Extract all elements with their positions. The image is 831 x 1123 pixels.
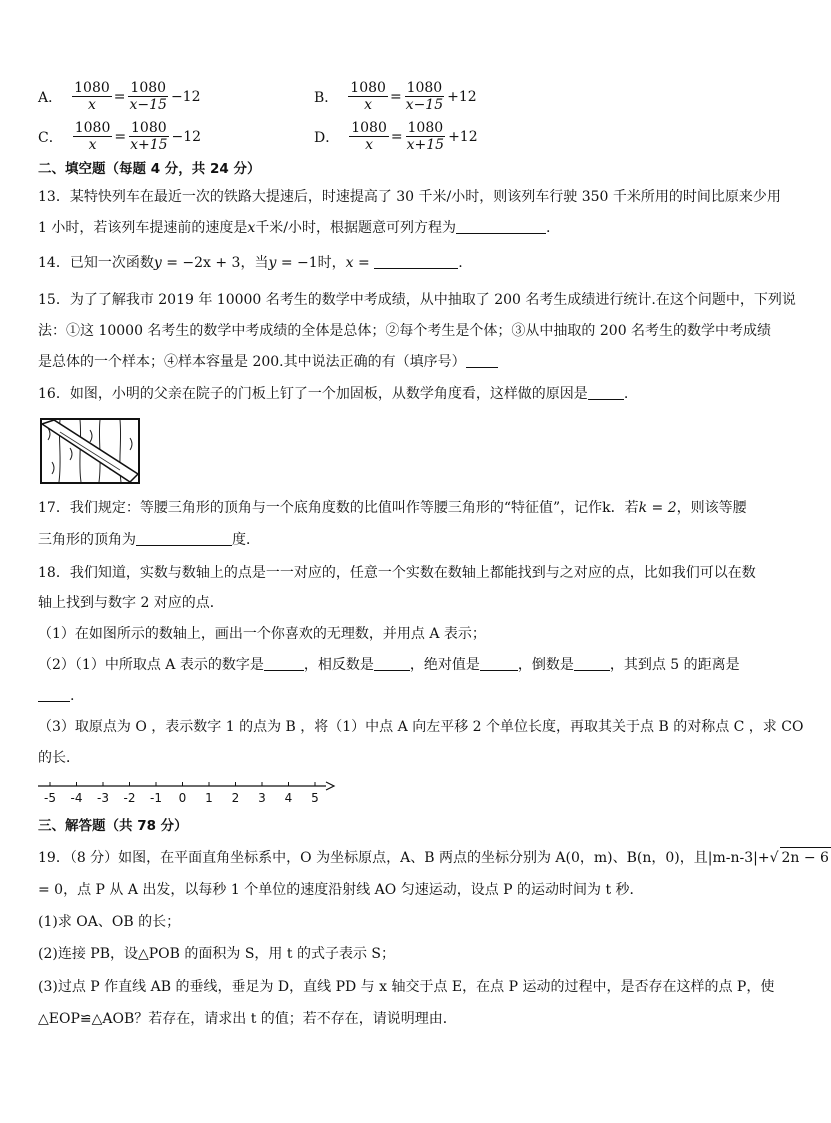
answer-blank[interactable] (456, 219, 546, 234)
q17-text: 三角形的顶角为 (38, 532, 136, 548)
q14-text: ，当 (240, 255, 269, 271)
tick-label: -5 (44, 791, 56, 805)
answer-blank[interactable] (38, 687, 70, 702)
equals-sign: = (389, 88, 402, 105)
numerator: 1080 (131, 120, 167, 136)
q19-line1 (38, 847, 831, 868)
q17-line1 (38, 498, 747, 518)
q19-part3-line2: △EOP≌△AOB？若存在，请求出 t 的值；若不存在，请说明理由． (38, 1011, 457, 1027)
q13-text: 千米/小时，根据题意可列方程为 (255, 220, 456, 236)
tick-label: -1 (150, 791, 162, 805)
numerator: 1080 (406, 80, 443, 96)
tail-term: −12 (171, 128, 202, 145)
q13-line1: 13．某特快列车在最近一次的铁路大提速后，时速提高了 30 千米/小时，则该列车行驶 350 千米所用的时间比原来少用 (38, 189, 781, 205)
q18-text: ，倒数是 (517, 657, 574, 673)
tail-term: +12 (447, 88, 477, 105)
q18-part3-line2: 的长． (38, 750, 80, 766)
q19-line2: = 0，点 P 从 A 出发，以每秒 1 个单位的速度沿射线 AO 匀速运动，设点 P 的运动时间为 t 秒． (38, 882, 644, 898)
q14-expression: = −2x + 3 (161, 255, 241, 271)
option-d (314, 120, 478, 153)
q18-text: ，其到点 5 的距离是 (609, 657, 740, 673)
q13-text: 1 小时，若该列车提速前的速度是 (38, 220, 248, 236)
tick-label: 5 (311, 791, 319, 805)
equals-sign: = (113, 88, 126, 105)
q16 (38, 384, 628, 404)
answer-blank[interactable] (374, 656, 410, 671)
q17-text: 度． (232, 532, 260, 548)
option-label: C． (38, 129, 63, 146)
q17-condition: k = 2 (638, 500, 677, 516)
section-2-title: 二、填空题（每题 4 分，共 24 分） (38, 161, 261, 177)
numerator: 1080 (407, 120, 444, 136)
answer-blank[interactable] (574, 656, 610, 671)
q18-text: ，相反数是 (303, 657, 374, 673)
variable: x (345, 255, 354, 271)
tick-label: 4 (284, 791, 293, 805)
q15-line1: 15．为了了解我市 2019 年 10000 名考生的数学中考成绩，从中抽取了 200 名考生成绩进行统计.在这个问题中，下列说 (38, 292, 796, 308)
option-a (38, 80, 201, 113)
tick-label: -3 (97, 791, 109, 805)
q14-text: = −1时， (276, 255, 346, 271)
answer-blank[interactable] (264, 656, 304, 671)
answer-blank[interactable] (466, 353, 498, 368)
numerator: 1080 (130, 80, 167, 96)
q14-text: = (353, 255, 375, 271)
option-label: D． (314, 129, 340, 146)
q14 (38, 253, 463, 273)
tail-term: −12 (170, 88, 201, 105)
q17-line2 (38, 530, 260, 550)
tick-label: 2 (231, 791, 240, 805)
numerator: 1080 (74, 120, 111, 136)
denominator: x−15 (129, 97, 167, 113)
q15-line2: 法：①这 10000 名考生的数学中考成绩的全体是总体；②每个考生是个体；③从中抽取的 200 名考生的数学中考成绩 (38, 323, 772, 339)
punctuation: . (458, 255, 463, 271)
section-3-title: 三、解答题（共 78 分） (38, 818, 188, 834)
q18-part1: （1）在如图所示的数轴上，画出一个你喜欢的无理数，并用点 A 表示； (38, 626, 486, 642)
tick-label: 1 (205, 791, 213, 805)
denominator: x (87, 97, 96, 113)
denominator: x+15 (406, 137, 445, 153)
tick-label: 3 (258, 791, 266, 805)
number-line (36, 778, 336, 808)
punctuation: . (545, 220, 551, 236)
q13-line2 (38, 218, 550, 238)
tick-label: -4 (70, 791, 83, 805)
tick-label: 0 (178, 791, 187, 805)
equals-sign: = (390, 128, 403, 145)
variable: y (153, 255, 162, 271)
q19-part2: (2)连接 PB，设△POB 的面积为 S，用 t 的式子表示 S； (38, 946, 395, 962)
fraction (349, 120, 389, 153)
fraction (128, 80, 169, 113)
denominator: x (88, 137, 97, 153)
q17-text: ，则该等腰 (676, 500, 747, 516)
equals-sign: = (114, 128, 127, 145)
answer-blank[interactable] (480, 656, 518, 671)
fraction (404, 80, 445, 113)
fraction (128, 120, 169, 153)
sqrt-icon: √ (769, 850, 779, 866)
q18-part3-line1: （3）取原点为 O ，表示数字 1 的点为 B ，将（1）中点 A 向左平移 2 个单位长度，再取其关于点 B 的对称点 C ，求 CO (38, 719, 804, 735)
denominator: x (364, 97, 373, 113)
q19-part1: (1)求 OA、OB 的长； (38, 914, 181, 930)
sqrt-radicand: 2n − 6 (780, 847, 831, 868)
numerator: 1080 (74, 80, 110, 96)
denominator: x (365, 137, 373, 153)
fraction (73, 120, 113, 153)
q18-line2: 轴上找到与数字 2 对应的点． (38, 595, 224, 611)
q17-text: 17．我们规定：等腰三角形的顶角与一个底角度数的比值叫作等腰三角形的“特征值”，记作k．若 (38, 500, 639, 516)
fraction (405, 120, 446, 153)
q14-text: 14．已知一次函数 (38, 255, 154, 271)
q18-text: （2）（1）中所取点 A 表示的数字是 (38, 657, 264, 673)
denominator: x−15 (405, 97, 444, 113)
q18-part2 (38, 655, 740, 675)
option-label: A． (38, 89, 63, 106)
variable: y (268, 255, 277, 271)
q18-line1: 18．我们知道，实数与数轴上的点是一一对应的，任意一个实数在数轴上都能找到与之对应的点，比如我们可以在数 (38, 565, 756, 581)
answer-blank[interactable] (374, 254, 458, 269)
q18-text: ，绝对值是 (409, 657, 480, 673)
denominator: x+15 (130, 137, 168, 153)
door-board-figure (40, 418, 140, 484)
punctuation: . (623, 386, 629, 402)
q15-line3 (38, 352, 498, 372)
q18-part2-cont (38, 686, 74, 706)
tail-term: +12 (448, 128, 478, 145)
option-c (38, 120, 201, 153)
fraction (348, 80, 388, 113)
option-b (314, 80, 477, 113)
q19-part3-line1: (3)过点 P 作直线 AB 的垂线，垂足为 D，直线 PD 与 x 轴交于点 E，在点 P 运动的过程中，是否存在这样的点 P，使 (38, 979, 775, 995)
q16-text: 16．如图，小明的父亲在院子的门板上钉了一个加固板，从数学角度看，这样做的原因是 (38, 386, 588, 402)
option-label: B． (314, 89, 339, 106)
numerator: 1080 (351, 120, 387, 136)
answer-blank[interactable] (136, 531, 232, 546)
answer-blank[interactable] (588, 385, 624, 400)
fraction (72, 80, 112, 113)
q19-text: 19．（8 分）如图，在平面直角坐标系中，O 为坐标原点，A、B 两点的坐标分别为 A(0，m)、B(n，0)，且|m-n-3|+ (38, 850, 770, 866)
q15-text: 是总体的一个样本；④样本容量是 200.其中说法正确的有（填序号） (38, 354, 466, 370)
punctuation: . (70, 688, 75, 704)
variable: x (247, 220, 256, 236)
tick-label: -2 (123, 791, 136, 805)
numerator: 1080 (350, 80, 386, 96)
